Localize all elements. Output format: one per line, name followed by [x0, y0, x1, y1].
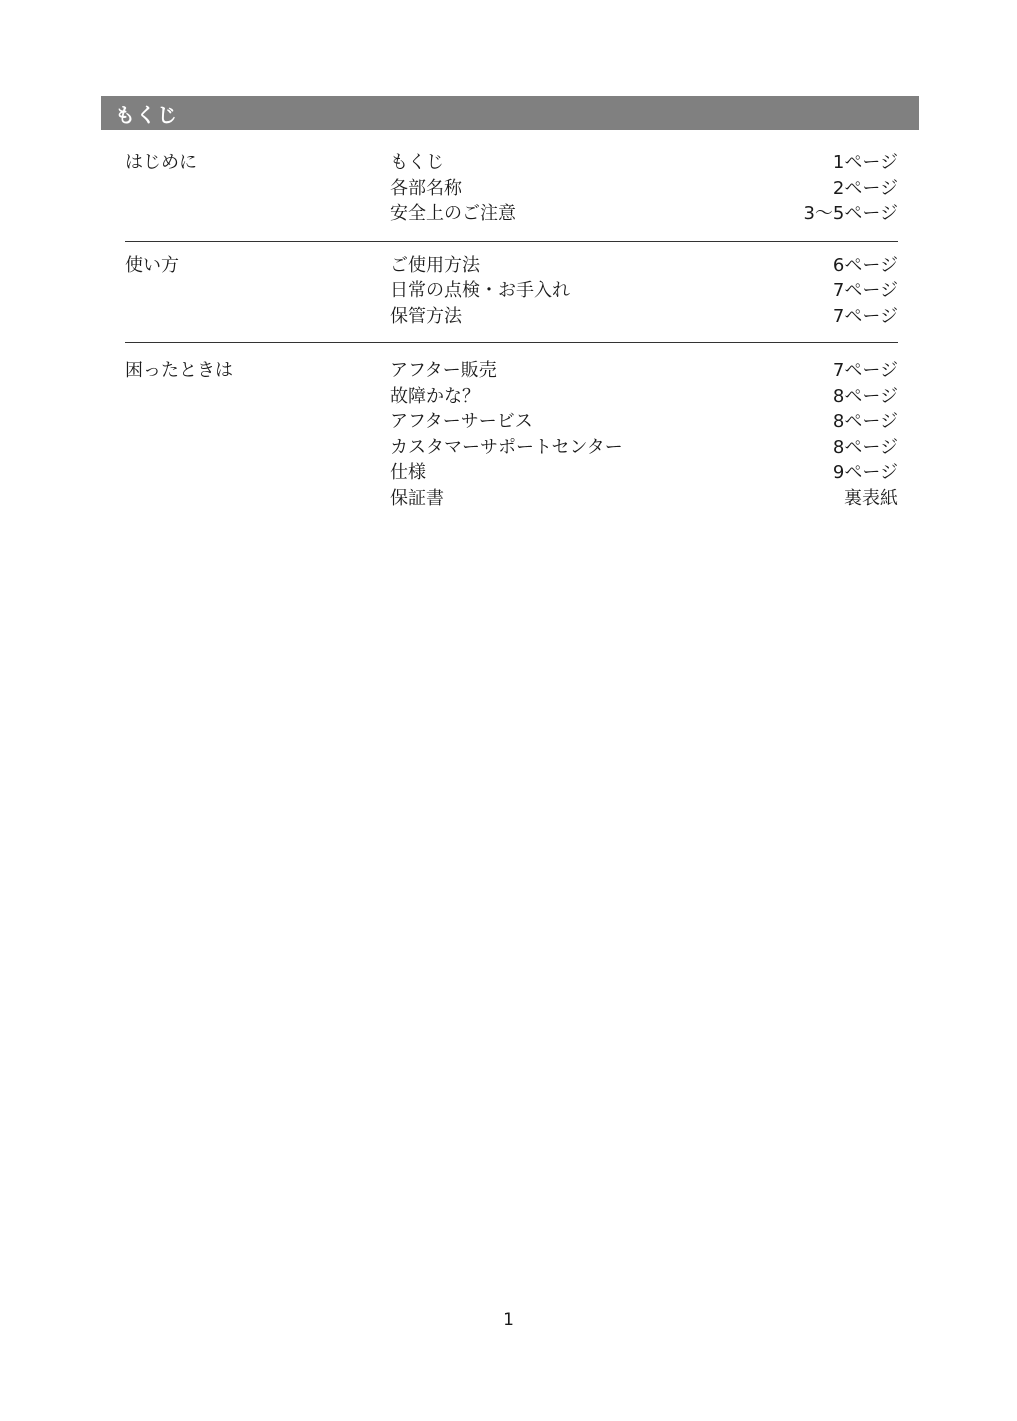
entry-page: 7ページ — [832, 280, 898, 301]
entry-title: 保証書 — [390, 487, 444, 509]
toc-section-introduction — [125, 150, 898, 242]
entry-title: 故障かな？ — [390, 385, 480, 407]
toc-entry[interactable] — [390, 435, 898, 461]
entry-page: 9ページ — [832, 462, 898, 483]
toc-entry[interactable] — [390, 150, 898, 176]
page-number: 1 — [503, 1310, 514, 1330]
entry-title: 安全上のご注意 — [390, 203, 516, 224]
entry-page: 8ページ — [832, 385, 898, 407]
section-entries — [390, 358, 898, 511]
entry-title: ご使用方法 — [390, 254, 480, 276]
toc-section-usage — [125, 242, 898, 344]
entry-title: カスタマーサポートセンター — [390, 436, 623, 458]
entry-title: アフターサービス — [390, 411, 533, 432]
section-heading: 使い方 — [125, 254, 179, 276]
section-entries — [390, 150, 898, 227]
entry-page: 6ページ — [832, 254, 898, 276]
toc-entry[interactable] — [390, 486, 898, 512]
entry-title: 保管方法 — [390, 305, 462, 327]
section-heading: 困ったときは — [125, 360, 233, 381]
entry-title: アフター販売 — [390, 360, 497, 381]
entry-title: 各部名称 — [390, 177, 462, 199]
entry-page: 1ページ — [832, 152, 898, 173]
toc-section-troubleshooting — [125, 343, 898, 511]
toc-entry[interactable] — [390, 278, 898, 304]
entry-page: 7ページ — [832, 360, 898, 381]
toc-title-bar — [101, 96, 919, 130]
entry-page: 8ページ — [832, 411, 898, 432]
entry-page: 3〜5ページ — [803, 203, 898, 224]
toc-entry[interactable] — [390, 176, 898, 202]
entry-title: もくじ — [390, 152, 444, 173]
entry-title: 日常の点検・お手入れ — [390, 280, 570, 301]
entry-page: 2ページ — [832, 177, 898, 199]
toc-entry[interactable] — [390, 358, 898, 384]
entry-page: 8ページ — [832, 436, 898, 458]
page-title: もくじ — [115, 102, 178, 127]
section-entries — [390, 253, 898, 330]
entry-page: 裏表紙 — [844, 487, 898, 509]
entry-page: 7ページ — [832, 305, 898, 327]
toc-entry[interactable] — [390, 384, 898, 410]
table-of-contents — [125, 150, 898, 511]
entry-title: 仕様 — [390, 462, 426, 483]
toc-entry[interactable] — [390, 201, 898, 227]
toc-entry[interactable] — [390, 460, 898, 486]
toc-entry[interactable] — [390, 304, 898, 330]
section-heading: はじめに — [125, 152, 197, 173]
toc-entry[interactable] — [390, 253, 898, 279]
toc-entry[interactable] — [390, 409, 898, 435]
